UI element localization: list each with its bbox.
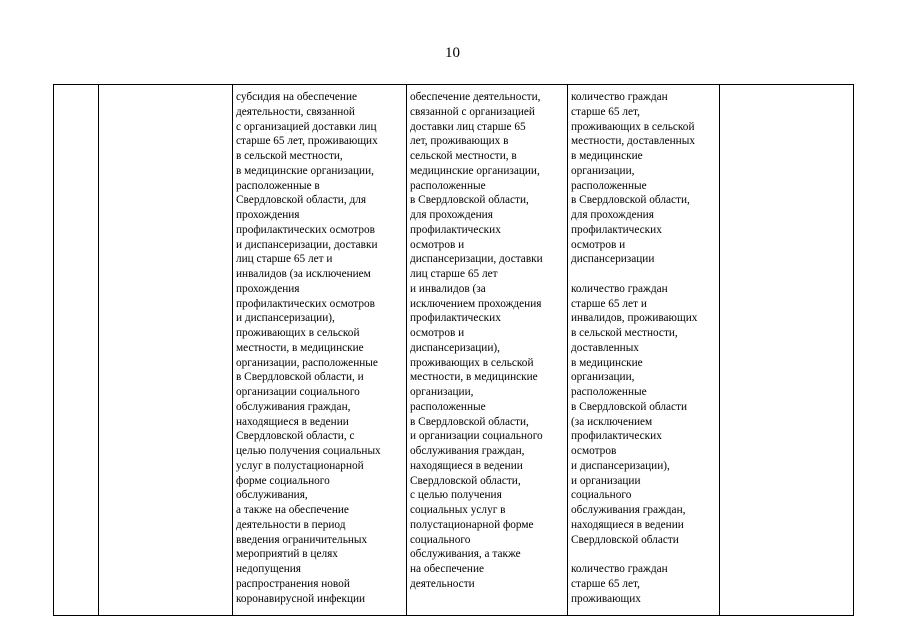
cell-line: организации, xyxy=(571,164,635,177)
table-cell-col-5 xyxy=(568,85,720,616)
cell-line: для прохождения xyxy=(410,209,493,221)
cell-line: и диспансеризации, доставки xyxy=(236,238,378,251)
cell-line xyxy=(571,547,719,562)
cell-line: обслуживания граждан, xyxy=(236,400,351,413)
cell-line: лиц старше 65 лет и xyxy=(236,253,333,266)
cell-line: в Свердловской области, xyxy=(410,415,529,428)
cell-line: мероприятий в целях xyxy=(236,548,338,561)
cell-line: деятельности в период xyxy=(236,518,346,531)
cell-line: проживающих в сельской xyxy=(236,327,360,339)
cell-line: и организации социального xyxy=(410,430,543,443)
cell-line: осмотров и xyxy=(410,327,465,339)
cell-line: деятельности, связанной xyxy=(236,105,355,118)
cell-line: Свердловской области, xyxy=(410,474,521,487)
cell-line: осмотров и xyxy=(571,238,626,251)
cell-line: количество граждан xyxy=(571,91,668,103)
cell-line: социального xyxy=(571,489,632,502)
cell-line: местности, доставленных xyxy=(571,135,695,148)
cell-line: и инвалидов (за xyxy=(410,282,486,295)
page-number: 10 xyxy=(445,45,460,61)
cell-line: профилактических осмотров xyxy=(236,223,375,236)
cell-line: Свердловской области xyxy=(571,533,679,546)
cell-line: профилактических xyxy=(410,312,501,325)
table-cell-col-1 xyxy=(54,85,99,616)
cell-line: целью получения социальных xyxy=(236,445,381,457)
cell-line: в Свердловской области, xyxy=(410,194,529,207)
cell-line: инвалидов (за исключением xyxy=(236,268,371,280)
cell-line: лиц старше 65 лет xyxy=(410,268,498,280)
cell-line xyxy=(571,267,719,282)
cell-line: с организацией доставки лиц xyxy=(236,120,377,133)
cell-text-col-5 xyxy=(571,90,719,606)
cell-line: проживающих в сельской xyxy=(410,356,534,369)
cell-line: доставленных xyxy=(571,341,639,354)
cell-line: количество граждан xyxy=(571,282,668,295)
cell-line: с целью получения xyxy=(410,489,502,502)
cell-line: в Свердловской области, xyxy=(571,194,690,207)
cell-line: диспансеризации, доставки xyxy=(410,253,543,266)
cell-line: и организации xyxy=(571,474,641,487)
cell-line: обслуживания, xyxy=(236,489,308,502)
cell-line: медицинские организации, xyxy=(410,164,540,177)
cell-line: расположенные xyxy=(571,179,647,192)
cell-line: проживающих в сельской xyxy=(571,120,695,133)
cell-line: социальных услуг в xyxy=(410,504,506,516)
cell-line: профилактических xyxy=(571,223,662,236)
cell-line: и диспансеризации), xyxy=(236,312,335,325)
cell-line: в медицинские xyxy=(571,150,643,162)
table-cell-col-4 xyxy=(407,85,568,616)
cell-line: организации, расположенные xyxy=(236,356,378,369)
cell-line: а также на обеспечение xyxy=(236,504,349,516)
cell-line: местности, в медицинские xyxy=(236,341,364,354)
cell-line: обслуживания, а также xyxy=(410,548,521,561)
cell-line: осмотров и xyxy=(410,238,465,251)
cell-line: коронавирусной инфекции xyxy=(236,592,366,605)
cell-line: на обеспечение xyxy=(410,563,485,575)
cell-line: обеспечение деятельности, xyxy=(410,91,541,103)
cell-line: в Свердловской области, и xyxy=(236,371,364,384)
cell-line: проживающих xyxy=(571,592,641,605)
cell-line: расположенные xyxy=(571,386,647,398)
cell-line: доставки лиц старше 65 xyxy=(410,120,526,133)
cell-text-col-4 xyxy=(410,90,567,592)
cell-line: обслуживания граждан, xyxy=(571,504,686,516)
table-row xyxy=(54,85,854,616)
cell-line: обслуживания граждан, xyxy=(410,445,525,457)
cell-line: для прохождения xyxy=(571,209,654,221)
cell-line: организации, xyxy=(410,386,474,398)
cell-line: расположенные в xyxy=(236,179,320,192)
cell-line: Свердловской области, для xyxy=(236,194,367,207)
cell-line: количество граждан xyxy=(571,563,668,575)
cell-line: организации, xyxy=(571,371,635,384)
cell-line: прохождения xyxy=(236,282,300,295)
cell-line: в медицинские xyxy=(571,356,643,369)
cell-line: и диспансеризации), xyxy=(571,459,670,472)
cell-line: субсидия на обеспечение xyxy=(236,91,358,103)
cell-line: расположенные xyxy=(410,179,486,192)
cell-line: старше 65 лет, xyxy=(571,105,640,118)
cell-line: старше 65 лет и xyxy=(571,297,647,310)
cell-line: прохождения xyxy=(236,209,300,221)
cell-line: в медицинские организации, xyxy=(236,164,374,177)
cell-line: полустационарной форме xyxy=(410,518,534,531)
table-cell-col-2 xyxy=(99,85,233,616)
cell-line: профилактических осмотров xyxy=(236,297,375,310)
cell-line: распространения новой xyxy=(236,577,350,590)
cell-line: профилактических xyxy=(571,430,662,443)
cell-line: находящиеся в ведении xyxy=(410,459,523,472)
table-cell-col-6 xyxy=(720,85,854,616)
cell-line: местности, в медицинские xyxy=(410,371,538,384)
cell-line: осмотров xyxy=(571,445,617,457)
cell-line: форме социального xyxy=(236,474,330,487)
cell-line: организации социального xyxy=(236,386,360,398)
cell-line: лет, проживающих в xyxy=(410,135,509,148)
cell-line: профилактических xyxy=(410,223,501,236)
cell-line: в Свердловской области xyxy=(571,400,687,413)
cell-line: диспансеризации), xyxy=(410,341,500,354)
cell-line: социального xyxy=(410,533,471,546)
cell-line: недопущения xyxy=(236,563,302,575)
document-table xyxy=(53,84,854,616)
cell-line: старше 65 лет, проживающих xyxy=(236,135,378,148)
cell-line: связанной с организацией xyxy=(410,105,535,118)
cell-line: инвалидов, проживающих xyxy=(571,312,698,325)
cell-line: диспансеризации xyxy=(571,253,655,266)
cell-line: деятельности xyxy=(410,577,475,590)
cell-line: в сельской местности, xyxy=(571,327,678,339)
cell-text-col-3 xyxy=(236,90,406,606)
cell-line: услуг в полустационарной xyxy=(236,459,364,472)
cell-line: в сельской местности, xyxy=(236,150,343,162)
cell-line: Свердловской области, с xyxy=(236,430,355,443)
cell-line: введения ограничительных xyxy=(236,533,368,546)
cell-line: (за исключением xyxy=(571,415,653,428)
cell-line: исключением прохождения xyxy=(410,297,542,310)
cell-line: старше 65 лет, xyxy=(571,577,640,590)
cell-line: расположенные xyxy=(410,400,486,413)
cell-line: находящиеся в ведении xyxy=(236,415,349,428)
cell-line: находящиеся в ведении xyxy=(571,518,684,531)
cell-line: сельской местности, в xyxy=(410,150,517,162)
table-cell-col-3 xyxy=(233,85,407,616)
